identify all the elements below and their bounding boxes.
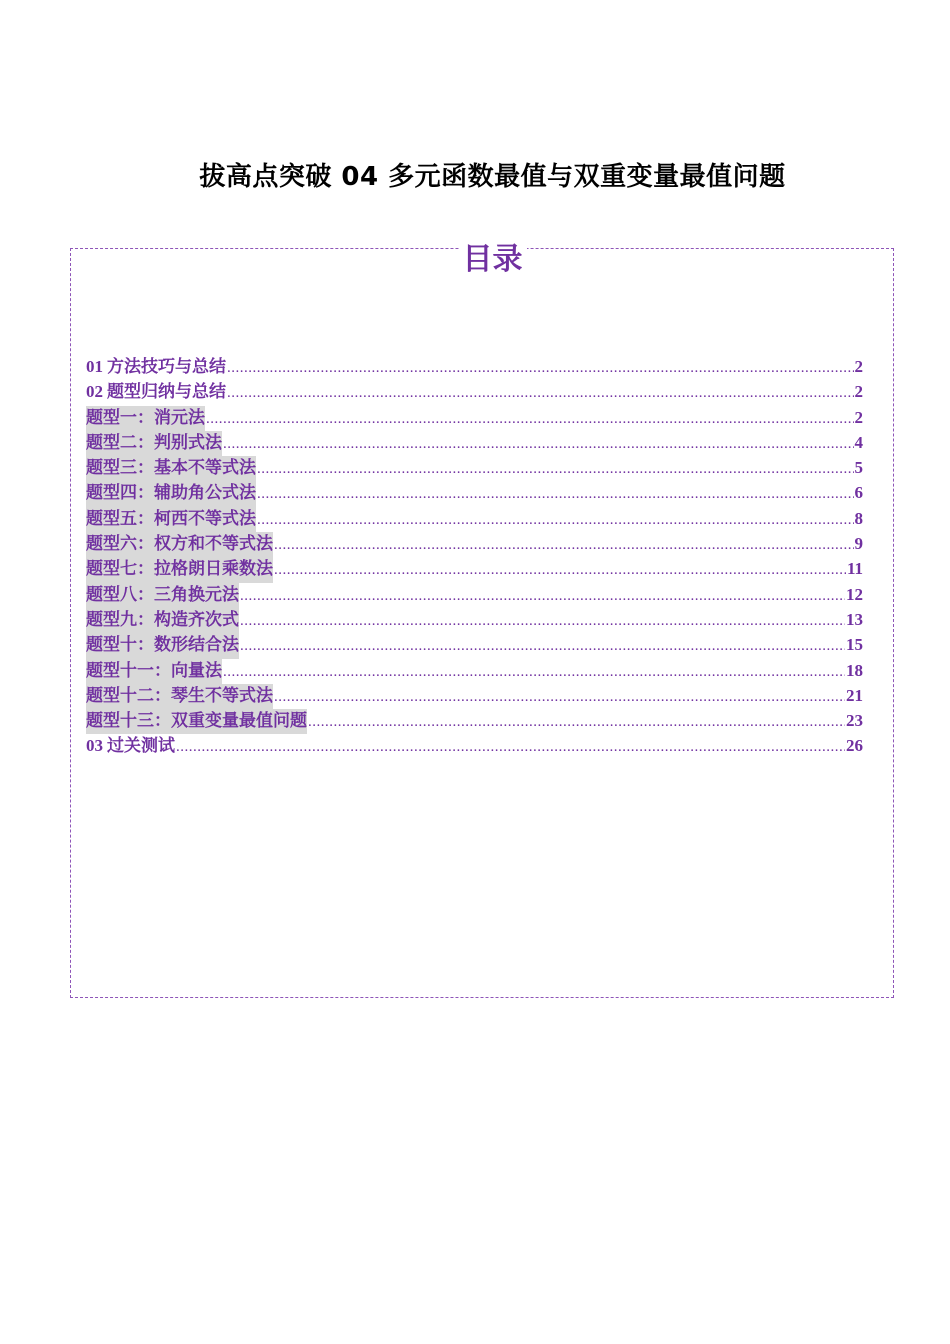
toc-dot-leader [227,356,854,381]
toc-entry[interactable] [86,430,863,455]
toc-entry-label: 题型十一：向量法 [86,659,222,684]
document-title: 拔高点突破 04 多元函数最值与双重变量最值问题 [199,162,786,192]
toc-dot-leader [223,660,845,685]
toc-entry[interactable] [86,658,863,683]
toc-entry-label: 题型五：柯西不等式法 [86,507,256,532]
toc-entry[interactable] [86,405,863,430]
toc-dot-leader [223,432,854,457]
toc-entry-page: 26 [846,736,863,756]
toc-entry-label: 题型一：消元法 [86,406,205,431]
toc-entry-label: 过关测试 [107,736,175,757]
toc-entry-page: 2 [854,382,863,402]
toc-entry[interactable] [86,683,863,708]
toc-entry-page: 21 [846,685,863,705]
toc-entry-label: 题型归纳与总结 [107,382,226,403]
toc-dot-leader [240,634,845,659]
toc-entry-label: 题型十：数形结合法 [86,633,239,658]
toc-entry-label: 题型八：三角换元法 [86,583,239,608]
toc-entry[interactable] [86,531,863,556]
toc-entry-page: 12 [846,584,863,604]
toc-dot-leader [274,685,845,710]
toc-entry-page: 11 [846,559,863,579]
toc-entry-label: 题型六：权方和不等式法 [86,532,273,557]
toc-heading-text: 目录 [459,242,527,277]
toc-dot-leader [274,533,854,558]
toc-entry-page: 8 [854,508,863,528]
toc-entry-page: 2 [854,407,863,427]
toc-entry-page: 18 [846,660,863,680]
toc-entry-label: 题型七：拉格朗日乘数法 [86,557,273,582]
toc-entry[interactable] [86,354,863,379]
toc-dot-leader [240,584,845,609]
toc-entry-label: 题型十三：双重变量最值问题 [86,709,307,734]
toc-entry-page: 2 [854,357,863,376]
toc-dot-leader [257,508,854,533]
toc-entry-page: 5 [854,458,863,478]
toc-dot-leader [274,558,846,583]
toc-dot-leader [257,482,854,507]
toc-entry-page: 4 [854,432,863,452]
toc-entry-page: 13 [846,609,863,629]
toc-entry-page: 23 [846,711,863,731]
toc-entry-label: 题型三：基本不等式法 [86,456,256,481]
toc-entry[interactable] [86,455,863,480]
toc-entry-label: 题型四：辅助角公式法 [86,481,256,506]
toc-entry-page: 9 [854,534,863,554]
toc-entry[interactable] [86,506,863,531]
toc-entry[interactable] [86,607,863,632]
toc-list [86,354,863,759]
toc-heading [0,234,950,278]
toc-entry-number: 01 [86,357,103,376]
toc-entry[interactable] [86,582,863,607]
toc-entry[interactable] [86,708,863,733]
toc-entry[interactable] [86,379,863,404]
toc-entry[interactable] [86,556,863,581]
toc-dot-leader [206,407,854,432]
toc-entry-label: 题型十二：琴生不等式法 [86,684,273,709]
toc-dot-leader [308,710,845,735]
toc-dot-leader [257,457,854,482]
toc-dot-leader [176,735,845,760]
toc-entry-number: 02 [86,382,103,402]
toc-entry[interactable] [86,480,863,505]
toc-entry[interactable] [86,733,863,758]
toc-entry-page: 15 [846,635,863,655]
toc-dot-leader [240,609,845,634]
toc-entry-number: 03 [86,736,103,756]
toc-entry-label: 方法技巧与总结 [107,357,226,377]
toc-entry-label: 题型九：构造齐次式 [86,608,239,633]
toc-dot-leader [227,381,854,406]
toc-entry-page: 6 [854,483,863,503]
toc-entry[interactable] [86,632,863,657]
toc-entry-label: 题型二：判别式法 [86,431,222,456]
